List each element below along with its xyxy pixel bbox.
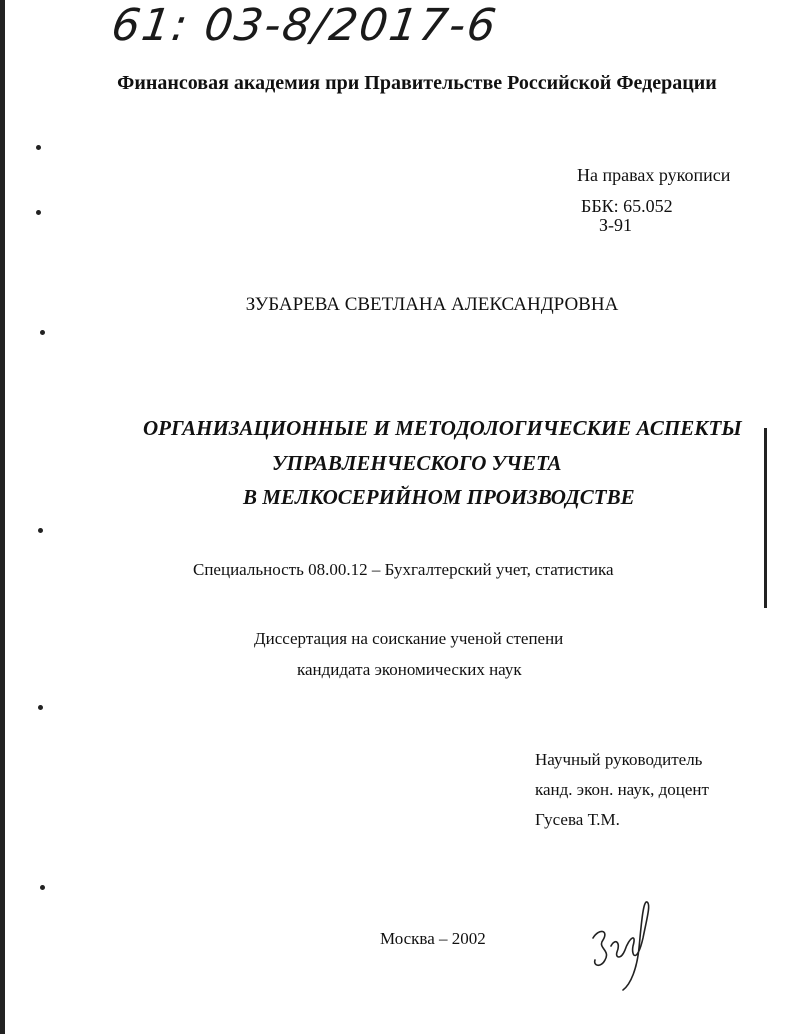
title-line: ОРГАНИЗАЦИОННЫЕ И МЕТОДОЛОГИЧЕСКИЕ АСПЕКТЫ — [143, 416, 742, 440]
supervisor-line: Гусева Т.М. — [535, 810, 620, 829]
dissertation-line: кандидата экономических наук — [297, 660, 522, 679]
scan-speck — [36, 145, 41, 150]
supervisor-line: канд. экон. наук, доцент — [535, 780, 709, 799]
handwritten-archive-code: 61: 03-8/2017-6 — [108, 0, 501, 51]
rights-note: На правах рукописи — [577, 165, 731, 185]
author-name: ЗУБАРЕВА СВЕТЛАНА АЛЕКСАНДРОВНА — [245, 294, 619, 315]
city-year: Москва – 2002 — [380, 929, 486, 948]
dissertation-line: Диссертация на соискание ученой степени — [254, 629, 564, 648]
supervisor-line: Научный руководитель — [535, 750, 703, 769]
scan-speck — [38, 705, 43, 710]
specialty: Специальность 08.00.12 – Бухгалтерский учет, статистика — [193, 560, 614, 579]
bbk-index: ББК: 65.052 — [581, 196, 673, 216]
handwritten-signature — [585, 898, 665, 993]
institution-name: Финансовая академия при Правительстве Российской Федерации — [117, 72, 717, 94]
scan-speck — [38, 528, 43, 533]
bbk-author-code: З-91 — [599, 215, 633, 235]
title-line: В МЕЛКОСЕРИЙНОМ ПРОИЗВОДСТВЕ — [243, 485, 635, 509]
scan-speck — [40, 330, 45, 335]
scan-speck — [36, 210, 41, 215]
title-line: УПРАВЛЕНЧЕСКОГО УЧЕТА — [272, 451, 562, 475]
scan-right-edge-mark — [764, 428, 767, 608]
scan-left-edge — [0, 0, 5, 1034]
scan-speck — [40, 885, 45, 890]
